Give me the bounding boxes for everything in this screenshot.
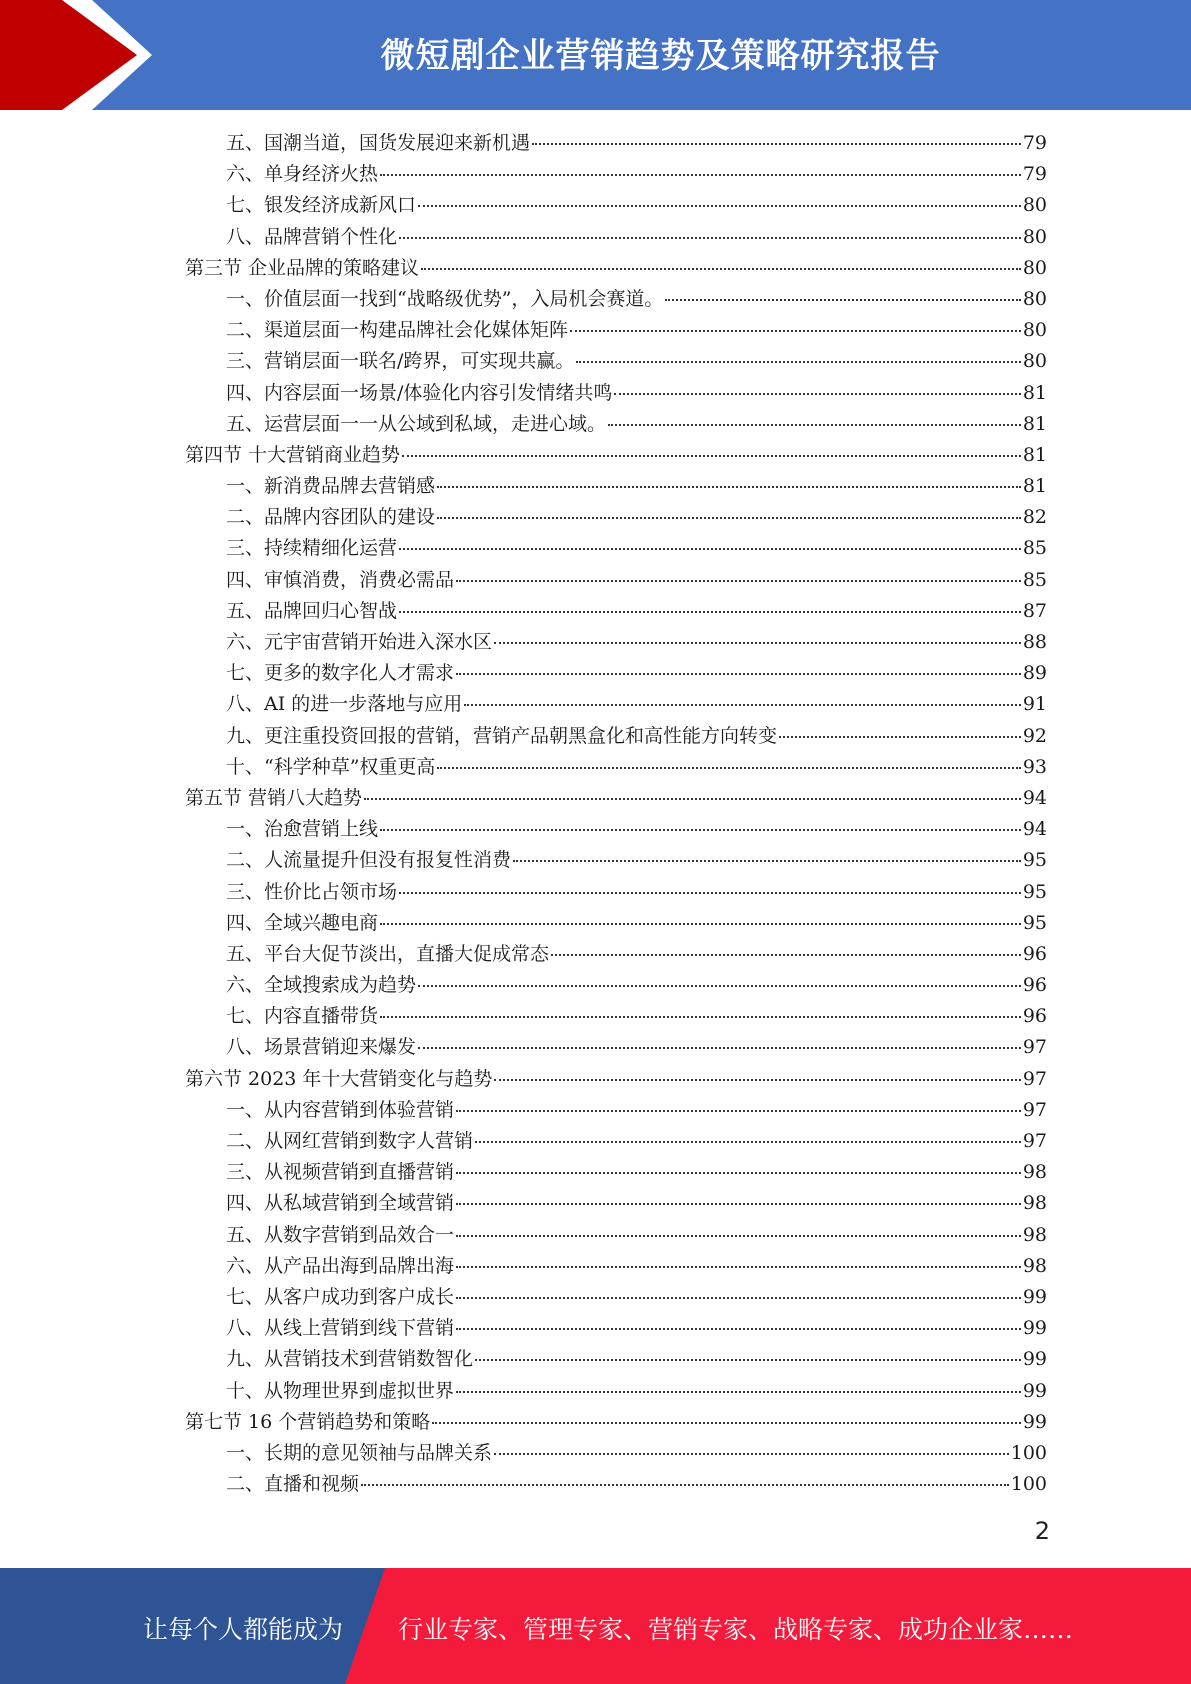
toc-entry-page: 80 [1022,287,1047,310]
toc-entry-label: 五、品牌回归心智战 [226,599,398,622]
toc-item-entry[interactable] [185,128,1047,159]
toc-leader-dots [432,1422,1021,1424]
toc-entry-page: 94 [1022,818,1047,841]
toc-item-entry[interactable] [185,315,1047,346]
toc-entry-page: 80 [1022,194,1047,217]
toc-entry-label: 三、营销层面一联名/跨界，可实现共赢。 [226,350,575,373]
toc-entry-page: 80 [1022,225,1047,248]
toc-item-entry[interactable] [185,1376,1047,1407]
toc-leader-dots [456,1297,1021,1299]
toc-entry-page: 85 [1022,537,1047,560]
toc-entry-page: 100 [1010,1473,1047,1496]
toc-item-entry[interactable] [185,1344,1047,1375]
toc-entry-page: 80 [1022,256,1047,279]
toc-leader-dots [418,1047,1021,1049]
toc-leader-dots [418,985,1021,987]
toc-entry-label: 二、渠道层面一构建品牌社会化媒体矩阵 [226,319,569,342]
toc-entry-page: 80 [1022,319,1047,342]
toc-entry-page: 82 [1022,506,1047,529]
toc-section-entry[interactable] [185,783,1047,814]
toc-entry-label: 十、“科学种草”权重更高 [226,755,436,778]
toc-item-entry[interactable] [185,533,1047,564]
toc-leader-dots [456,1172,1021,1174]
toc-entry-label: 第五节 营销八大趋势 [185,786,363,809]
toc-entry-label: 九、从营销技术到营销数智化 [226,1348,474,1371]
toc-leader-dots [456,1266,1021,1268]
toc-leader-dots [456,1235,1021,1237]
toc-entry-page: 97 [1022,1067,1047,1090]
toc-item-entry[interactable] [185,190,1047,221]
toc-entry-label: 五、国潮当道，国货发展迎来新机遇 [226,132,531,154]
toc-entry-label: 第七节 16 个营销趋势和策略 [185,1410,431,1433]
toc-item-entry[interactable] [185,471,1047,502]
toc-leader-dots [418,205,1021,207]
toc-entry-page: 98 [1022,1161,1047,1184]
toc-entry-page: 98 [1022,1192,1047,1215]
toc-leader-dots [532,143,1021,145]
toc-entry-label: 五、平台大促节淡出，直播大促成常态 [226,942,550,965]
toc-entry-page: 97 [1022,1098,1047,1121]
toc-item-entry[interactable] [185,1282,1047,1313]
toc-leader-dots [380,829,1021,831]
toc-leader-dots [614,393,1020,395]
toc-entry-label: 六、元宇宙营销开始进入深水区 [226,631,493,653]
toc-entry-label: 十、从物理世界到虚拟世界 [226,1379,455,1402]
toc-item-entry[interactable] [185,845,1047,876]
toc-entry-label: 七、更多的数字化人才需求 [226,662,455,685]
toc-leader-dots [364,798,1021,800]
toc-entry-label: 七、内容直播带货 [226,1005,379,1028]
toc-entry-label: 第四节 十大营销商业趋势 [185,443,401,466]
toc-item-entry[interactable] [185,1001,1047,1032]
toc-leader-dots [402,455,1021,457]
toc-leader-dots [570,330,1021,332]
toc-item-entry[interactable] [185,378,1047,409]
toc-leader-dots [380,174,1021,176]
toc-entry-label: 第三节 企业品牌的策略建议 [185,256,420,279]
toc-entry-page: 95 [1022,911,1047,934]
toc-entry-page: 81 [1022,381,1047,404]
report-title: 微短剧企业营销趋势及策略研究报告 [380,36,941,76]
toc-entry-page: 100 [1010,1441,1047,1464]
toc-leader-dots [421,268,1021,270]
toc-leader-dots [456,580,1021,582]
toc-entry-label: 二、品牌内容团队的建设 [226,506,436,529]
toc-item-entry[interactable] [185,689,1047,720]
toc-entry-label: 六、单身经济火热 [226,163,379,186]
toc-item-entry[interactable] [185,658,1047,689]
toc-entry-label: 五、运营层面一一从公域到私域，走进心域。 [226,412,607,435]
toc-leader-dots [456,1110,1021,1112]
toc-leader-dots [437,767,1020,769]
toc-entry-page: 99 [1022,1348,1047,1371]
toc-item-entry[interactable] [185,1220,1047,1251]
toc-entry-page: 87 [1022,599,1047,622]
toc-item-entry[interactable] [185,1438,1047,1469]
toc-entry-page: 95 [1022,849,1047,872]
toc-entry-page: 98 [1022,1223,1047,1246]
toc-entry-page: 95 [1022,880,1047,903]
toc-entry-page: 99 [1022,1379,1047,1402]
toc-entry-page: 92 [1022,724,1047,747]
toc-item-entry[interactable] [185,1095,1047,1126]
page-number: 2 [1034,1517,1050,1545]
toc-entry-label: 一、长期的意见领袖与品牌关系 [226,1441,493,1464]
toc-entry-page: 96 [1022,974,1047,997]
toc-entry-page: 98 [1022,1254,1047,1277]
toc-entry-label: 八、场景营销迎来爆发 [226,1036,417,1059]
toc-entry-label: 一、新消费品牌去营销感 [226,475,436,498]
toc-entry-page: 93 [1022,755,1047,778]
toc-item-entry[interactable] [185,939,1047,970]
toc-leader-dots [437,486,1021,488]
toc-entry-label: 四、全域兴趣电商 [226,911,379,934]
toc-entry-label: 六、从产品出海到品牌出海 [226,1254,455,1277]
toc-entry-page: 81 [1022,475,1047,498]
toc-leader-dots [494,1079,1020,1081]
toc-leader-dots [399,237,1021,239]
toc-entry-label: 二、从网红营销到数字人营销 [226,1130,474,1152]
toc-entry-label: 二、直播和视频 [226,1473,360,1496]
toc-item-entry[interactable] [185,752,1047,783]
toc-item-entry[interactable] [185,1251,1047,1282]
toc-entry-page: 96 [1022,1005,1047,1028]
toc-item-entry[interactable] [185,159,1047,190]
toc-entry-label: 三、从视频营销到直播营销 [226,1161,455,1184]
report-header [0,0,1191,110]
toc-entry-page: 99 [1022,1317,1047,1340]
toc-entry-page: 88 [1022,631,1047,653]
toc-leader-dots [380,1016,1021,1018]
toc-item-entry[interactable] [185,908,1047,939]
toc-leader-dots [494,642,1021,644]
toc-leader-dots [475,1359,1021,1361]
toc-entry-label: 四、从私域营销到全域营销 [226,1192,455,1215]
table-of-contents [185,128,1047,1500]
toc-entry-page: 79 [1022,132,1047,154]
toc-item-entry[interactable] [185,1126,1047,1157]
toc-item-entry[interactable] [185,222,1047,253]
toc-leader-dots [576,361,1020,363]
toc-item-entry[interactable] [185,970,1047,1001]
toc-entry-page: 99 [1022,1285,1047,1308]
toc-leader-dots [437,517,1021,519]
toc-entry-page: 91 [1022,693,1047,716]
toc-entry-page: 80 [1022,350,1047,373]
footer-slogan-right: 行业专家、管理专家、营销专家、战略专家、成功企业家…… [398,1615,1074,1644]
toc-entry-label: 八、品牌营销个性化 [226,225,398,248]
toc-leader-dots [380,923,1021,925]
toc-item-entry[interactable] [185,627,1047,658]
toc-entry-label: 八、AI 的进一步落地与应用 [226,693,463,716]
toc-entry-label: 四、内容层面一场景/体验化内容引发情绪共鸣 [226,381,613,404]
toc-item-entry[interactable] [185,565,1047,596]
toc-leader-dots [475,1141,1021,1143]
page-footer [0,1568,1191,1684]
toc-leader-dots [456,673,1021,675]
toc-leader-dots [779,736,1021,738]
toc-leader-dots [456,1328,1021,1330]
toc-leader-dots [361,1484,1009,1486]
toc-item-entry[interactable] [185,1469,1047,1500]
toc-entry-label: 第六节 2023 年十大营销变化与趋势 [185,1067,493,1090]
toc-entry-label: 四、审慎消费，消费必需品 [226,568,455,591]
toc-section-entry[interactable] [185,1064,1047,1095]
toc-leader-dots [464,704,1021,706]
toc-entry-page: 99 [1022,1410,1047,1433]
toc-entry-page: 97 [1022,1036,1047,1059]
toc-entry-page: 81 [1022,412,1047,435]
toc-item-entry[interactable] [185,877,1047,908]
toc-entry-page: 97 [1022,1130,1047,1152]
toc-entry-label: 二、人流量提升但没有报复性消费 [226,849,512,872]
toc-entry-label: 一、从内容营销到体验营销 [226,1098,455,1121]
toc-entry-page: 85 [1022,568,1047,591]
toc-entry-page: 89 [1022,662,1047,685]
toc-entry-label: 一、价值层面一找到“战略级优势”，入局机会赛道。 [226,287,664,310]
toc-item-entry[interactable] [185,1188,1047,1219]
toc-leader-dots [399,611,1021,613]
toc-leader-dots [399,892,1021,894]
toc-item-entry[interactable] [185,409,1047,440]
toc-leader-dots [513,860,1021,862]
toc-item-entry[interactable] [185,596,1047,627]
toc-entry-label: 一、治愈营销上线 [226,818,379,841]
toc-item-entry[interactable] [185,1157,1047,1188]
toc-entry-label: 八、从线上营销到线下营销 [226,1317,455,1340]
toc-section-entry[interactable] [185,1407,1047,1438]
toc-item-entry[interactable] [185,502,1047,533]
toc-entry-label: 三、持续精细化运营 [226,537,398,560]
toc-entry-label: 三、性价比占领市场 [226,880,398,903]
header-chevron-red [0,0,160,110]
toc-section-entry[interactable] [185,253,1047,284]
toc-leader-dots [551,954,1021,956]
toc-entry-page: 96 [1022,942,1047,965]
toc-entry-label: 九、更注重投资回报的营销，营销产品朝黑盒化和高性能方向转变 [226,724,778,747]
toc-item-entry[interactable] [185,284,1047,315]
toc-item-entry[interactable] [185,1313,1047,1344]
toc-entry-page: 79 [1022,163,1047,186]
footer-slogan-left: 让每个人都能成为 [143,1615,344,1644]
toc-item-entry[interactable] [185,1032,1047,1063]
toc-leader-dots [456,1391,1021,1393]
toc-item-entry[interactable] [185,721,1047,752]
toc-entry-label: 七、银发经济成新风口 [226,194,417,217]
toc-entry-label: 七、从客户成功到客户成长 [226,1285,455,1308]
toc-entry-label: 六、全域搜索成为趋势 [226,974,417,997]
toc-leader-dots [456,1203,1021,1205]
toc-item-entry[interactable] [185,346,1047,377]
toc-section-entry[interactable] [185,440,1047,471]
toc-item-entry[interactable] [185,814,1047,845]
toc-leader-dots [665,299,1020,301]
toc-leader-dots [608,424,1021,426]
toc-entry-label: 五、从数字营销到品效合一 [226,1223,455,1246]
toc-entry-page: 81 [1022,443,1047,466]
toc-leader-dots [399,548,1021,550]
toc-entry-page: 94 [1022,786,1047,809]
toc-leader-dots [494,1453,1009,1455]
